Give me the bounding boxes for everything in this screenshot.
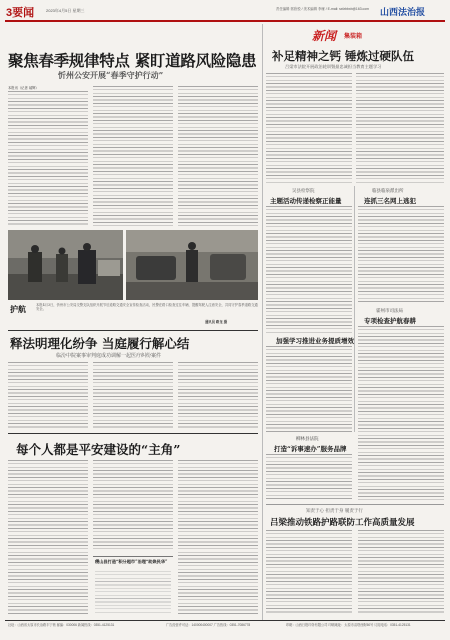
mid-kicker: 吴县检察院 [292, 189, 315, 194]
story2-body-col1 [8, 362, 88, 430]
side2-body [358, 326, 444, 501]
masthead-rule [5, 20, 445, 22]
right-top-body-col1 [266, 73, 352, 183]
news-badge-sub: 集装箱 [344, 34, 363, 40]
right-top-headline: 补足精神之钙 锤炼过硬队伍 [272, 49, 415, 63]
section-rule [8, 330, 258, 331]
footer-rule [5, 620, 445, 621]
story3-body-col1 [8, 460, 88, 615]
mid-headline: 主题活动传递检察正能量 [270, 197, 342, 205]
study-headline: 加强学习推进业务提质增效 [276, 337, 354, 345]
column-divider [262, 24, 263, 620]
lead-subhead: 忻州公安开展“春季守护行动” [58, 70, 164, 80]
court-body [266, 454, 352, 500]
lead-body-col1 [8, 91, 88, 227]
lead-body-col3 [178, 86, 258, 227]
newspaper-logo: 山西法治报 [380, 8, 426, 18]
mid-body [266, 206, 352, 334]
issue-date: 2023年4月5日 星期三 [46, 8, 85, 13]
lead-body-col2 [93, 86, 173, 227]
inset-headline: 稷山县打造“积分超市”治理“助焕民华” [95, 559, 168, 564]
lead-headline: 聚焦春季规律特点 紧盯道路风险隐患 [8, 51, 257, 70]
lead-photo-right [126, 230, 258, 300]
photo-credit: 通讯员 路龙 摄 [205, 320, 228, 324]
section-rule-2 [8, 433, 258, 434]
right-top-subhead: 吕梁市法院开展政治轮训暨最忠诚担当教育主题学习 [285, 64, 382, 69]
story3-body-col2 [93, 460, 173, 552]
story2-headline: 释法明理化纷争 当庭履行解心结 [10, 336, 190, 351]
news-badge: 新闻 [312, 29, 337, 43]
side-kicker: 临县临泉派出所 [372, 189, 404, 194]
footer-ads: 广告经营许可证：140000400007 广告热线：0351-7086778 [166, 623, 251, 627]
bottom-body-col2 [358, 530, 444, 615]
story3-body-col3 [178, 460, 258, 615]
bottom-kicker: 知责于心 担责于身 履责于行 [306, 509, 363, 514]
lead-byline: 本报讯（记者 郝辉） [8, 86, 39, 90]
right-inner-divider [354, 186, 355, 432]
side2-kicker: 霍州市司法局 [376, 309, 403, 314]
court-headline: 打造“诉事速办”服务品牌 [274, 445, 347, 453]
inset-body [95, 571, 171, 614]
right-section-rule [266, 504, 444, 505]
story2-body-col3 [178, 362, 258, 430]
footer-address: 社址：山西省太原市长治路丰宁巷 邮编：030006 新闻热线：0351-4125131 [8, 623, 115, 627]
study-body [266, 346, 352, 432]
bottom-body-col1 [266, 530, 352, 615]
side-headline: 连抓三名网上逃犯 [364, 197, 416, 205]
court-kicker: 柳林县法院 [296, 437, 319, 442]
photo-caption: 本报4月3日，忻州市公安局交警支队组织开展节后道路交通安全宣传检查活动，民警在路口检查过往车辆，提醒驾驶人注意安全，共同守护春季道路交通安全。 [36, 303, 258, 312]
side-body [358, 206, 444, 304]
page-number-label: 3要闻 [6, 7, 35, 19]
story2-body-col2 [93, 362, 173, 430]
editor-credits: 责任编辑 郭欣悦 / 美术编辑 李雁 / E-mail: sxfzbbxb@163.com [276, 7, 369, 11]
story2-subhead: 临汾中院案事审判庭成功调解一起医疗纠纷案件 [56, 353, 162, 359]
right-top-body-col2 [356, 73, 444, 183]
inset-box [93, 556, 173, 616]
lead-photo-left [8, 230, 123, 300]
story3-headline: 每个人都是平安建设的“主角” [16, 442, 181, 457]
footer-printing: 印刷：山西日报印务有限公司 印刷地址：太原市双塔西街50号 订阅电话：0351-4125131 [286, 623, 411, 627]
photo-feature-label: 护航 [10, 304, 26, 314]
bottom-headline: 吕梁推动铁路护路联防工作高质量发展 [270, 518, 415, 528]
side2-headline: 专项检查护航春耕 [364, 317, 416, 325]
